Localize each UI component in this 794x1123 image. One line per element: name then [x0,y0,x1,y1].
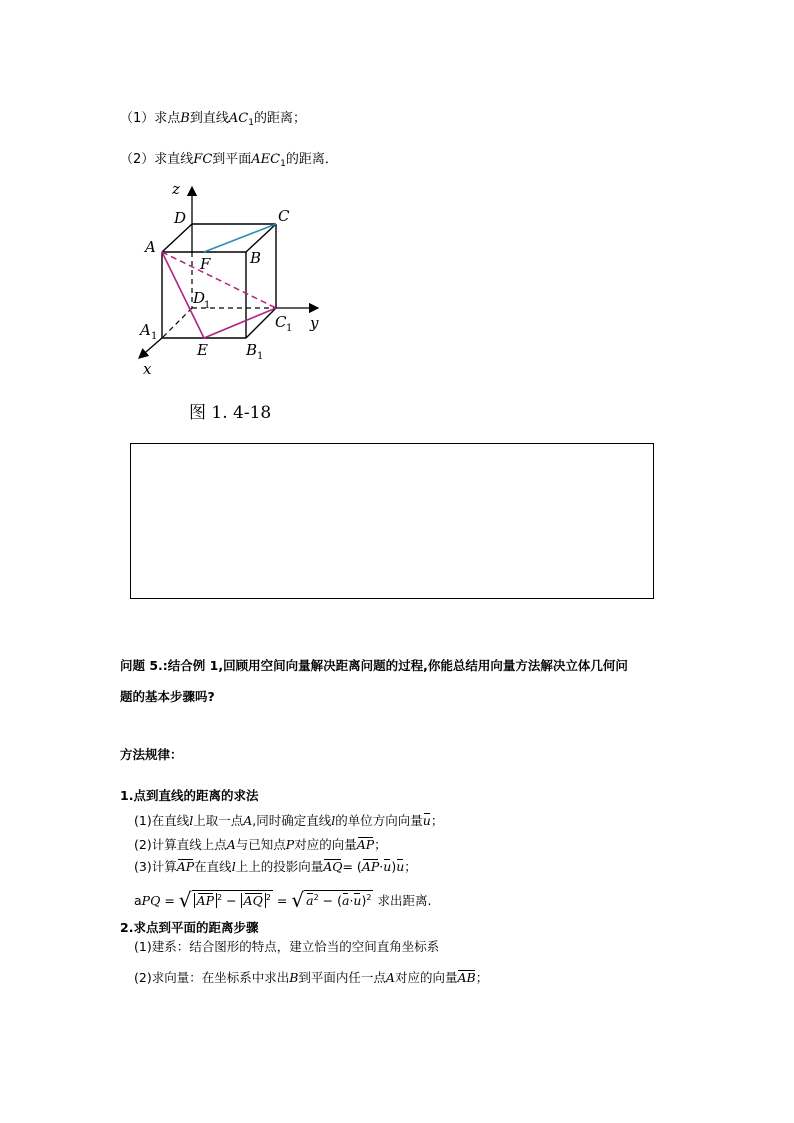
part2-line [120,148,338,169]
subscript-a1: 1 [151,331,158,342]
var-l: l [189,813,194,828]
part1-number: （1） [120,111,155,126]
step-text: ； [475,970,489,985]
part2-text: 到平面 [212,152,252,167]
label-d1: D [193,289,206,307]
step-text: 上上的投影向量 [235,859,324,874]
var-l: l [231,859,236,874]
segment-ec1 [204,308,276,338]
sqrt-body [192,890,273,908]
step-text: ； [404,859,417,874]
label-f: F [200,255,211,273]
hidden-edge-d1a1 [162,308,192,338]
line-fc: FC [193,152,213,167]
exponent: 2 [313,892,319,902]
question5-line2: 题的基本步骤吗? [120,689,215,704]
figure-caption: 图 1. 4-18 [189,403,272,423]
step-text: 对应的向量 [294,837,357,852]
step-text: (2)求向量：在坐标系中求出 [134,970,290,985]
step-text: 求出距离. [377,893,432,908]
step-text: (2)计算直线上点 [134,837,227,852]
math-op: · [349,893,354,908]
sqrt-body [304,890,373,908]
exponent: 2 [265,892,271,902]
math-op: = [276,893,288,908]
math-op: = [164,893,175,908]
part1-text: 到直线 [189,111,229,126]
exponent: 2 [366,892,372,902]
part1-text: 的距离； [253,111,306,126]
abs-ap [194,893,217,908]
subscript-b1: 1 [257,351,264,362]
sec1-step4 [134,888,431,912]
label-a1: A [140,321,151,339]
label-x: x [143,360,152,378]
line-ac1: AC [228,111,249,126]
plane-aec1: AEC [251,152,281,167]
label-b: B [250,249,262,267]
label-c1: C [275,313,287,331]
edge-ad [162,224,192,252]
step-text: 的单位方向向量 [335,813,423,828]
edge-bc [246,224,276,252]
sec2-title: 2.求点到平面的距离步骤 [120,920,259,935]
part2-text: 求直线 [154,152,194,167]
subscript: 1 [280,159,286,169]
math-op: ) [361,893,367,908]
label-a: A [145,238,156,256]
part1-text: 求点 [154,111,181,126]
math-op: ) [391,859,397,874]
sqrt-icon: √ [291,888,305,912]
step-text: 上取一点 [193,813,244,828]
math-op: − ( [322,893,342,908]
vector-ap: AP [361,859,380,874]
var-a: A [385,970,395,985]
step-text: ； [374,837,387,852]
part2-number: （2） [120,152,155,167]
var-a: A [243,813,253,828]
abs-aq [241,893,266,908]
point-b: B [180,111,190,126]
step-text: 对应的向量 [394,970,458,985]
vector-ab: AB [457,970,476,985]
vector-u: u [422,813,431,828]
step-text: a [134,893,142,908]
vector-a: a [341,893,350,908]
math-op: = ( [342,859,362,874]
part2-text: 的距离． [285,152,338,167]
subscript: 1 [248,118,254,128]
sqrt-icon: √ [178,888,192,912]
step-text: 在直线 [194,859,232,874]
label-d: D [174,209,187,227]
segment-fc [204,224,276,252]
sec2-step1: (1)建系：结合图形的特点，建立恰当的空间直角坐标系 [134,939,440,954]
question5-line1: 问题 5.:结合例 1,回顾用空间向量解决距离问题的过程,你能总结用向量方法解决立体几何问 [120,658,628,673]
label-y: y [310,314,319,332]
subscript-c1: 1 [286,323,293,334]
sec1-step1 [134,811,443,829]
step-text: 到平面内任一点 [298,970,386,985]
step-text: 与已知点 [235,837,286,852]
vector-ap: AP [176,859,195,874]
answer-box[interactable] [130,443,654,599]
vector-aq: AQ [323,859,343,874]
part1-line [120,107,306,128]
exponent: 2 [217,892,223,902]
var-p: P [285,837,295,852]
math-op: − [226,893,237,908]
vector-ap: AP [356,837,375,852]
step-text: ； [430,813,444,828]
var-pq: PQ [141,893,161,908]
var-l: l [331,813,336,828]
label-e: E [197,341,208,359]
label-b1: B [246,341,258,359]
cube-diagram [130,178,340,380]
sec1-step3 [134,857,417,875]
edge-b1c1 [246,308,276,338]
sec2-step2 [134,968,488,986]
label-z: z [172,180,180,198]
step-text: (3)计算 [134,859,177,874]
vector-u: u [396,859,405,874]
subscript-d1: 1 [204,300,211,311]
step-text: ,同时确定直线 [252,813,332,828]
vector-aq: AQ [243,893,263,908]
var-a: A [226,837,236,852]
math-op: · [379,859,384,874]
label-c: C [278,207,290,225]
vector-a: a [306,893,314,908]
sec1-title: 1.点到直线的距离的求法 [120,788,259,803]
vector-u: u [383,859,392,874]
methods-title: 方法规律： [120,747,183,762]
var-b: B [289,970,299,985]
sec1-step2 [134,835,387,853]
vector-ap: AP [196,893,214,908]
vector-u: u [353,893,362,908]
step-text: (1)在直线 [134,813,190,828]
